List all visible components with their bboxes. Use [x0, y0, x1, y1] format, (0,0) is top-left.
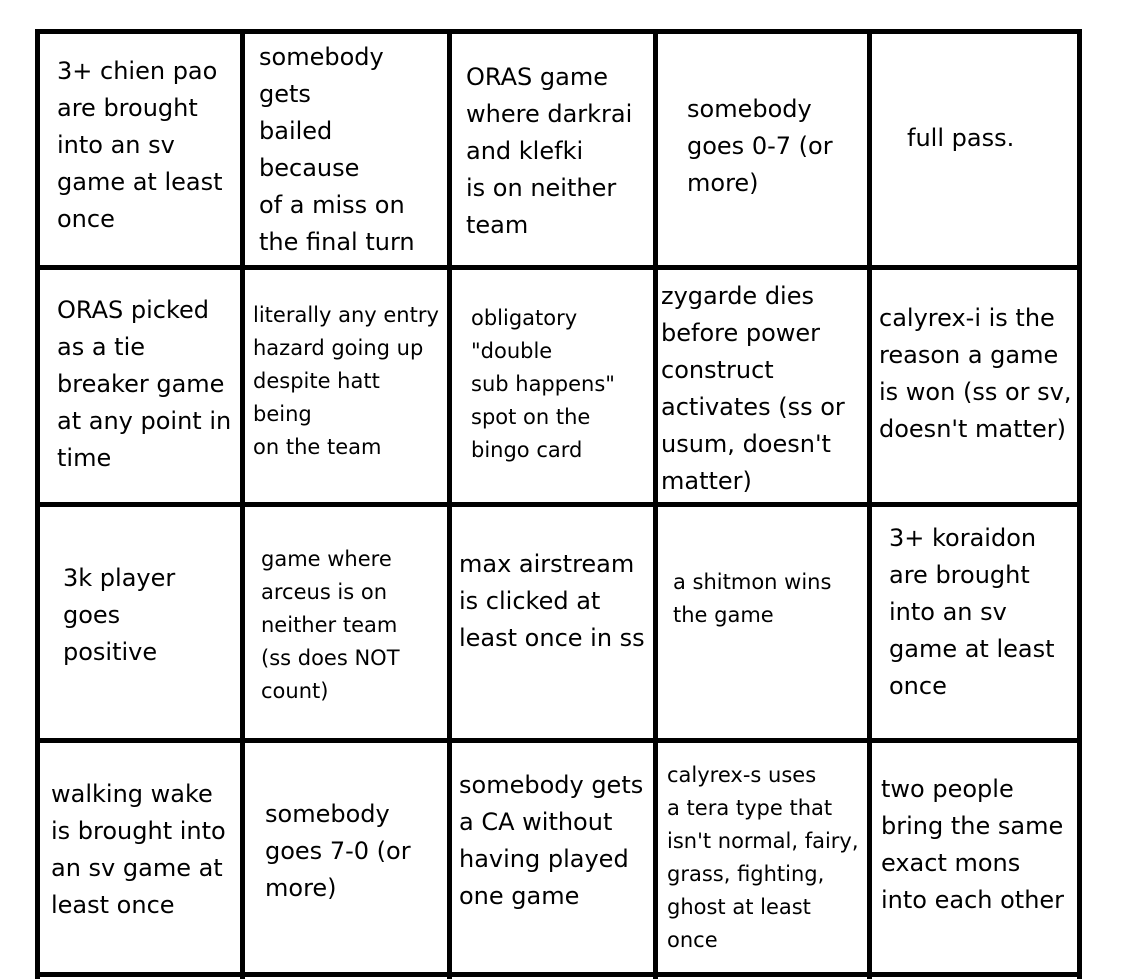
bingo-cell: calyrex-s uses a tera type that isn't normal, fairy, grass, fighting, ghost at least once: [667, 763, 859, 952]
row-divider-2: [35, 502, 1082, 507]
bingo-cell: somebody gets bailed because of a miss on the final turn: [259, 43, 415, 256]
border-right: [1077, 29, 1082, 979]
bingo-cell: obligatory "double sub happens" spot on the bingo card: [471, 306, 615, 462]
column-divider-1: [240, 29, 245, 979]
border-top: [35, 29, 1082, 34]
row-divider-3: [35, 738, 1082, 743]
bingo-cell: walking wake is brought into an sv game at least once: [51, 780, 226, 919]
bingo-cell: somebody gets a CA without having played one game: [459, 771, 644, 910]
column-divider-3: [653, 29, 658, 979]
bingo-cell: full pass.: [907, 124, 1015, 152]
column-divider-2: [447, 29, 452, 979]
bingo-cell: two people bring the same exact mons into each other: [881, 775, 1065, 914]
bingo-cell: ORAS picked as a tie breaker game at any point in time: [57, 296, 232, 472]
bingo-cell: a shitmon wins the game: [673, 570, 832, 627]
bingo-cell: max airstream is clicked at least once in ss: [459, 550, 645, 652]
row-divider-1: [35, 265, 1082, 270]
column-divider-4: [867, 29, 872, 979]
bingo-cell: calyrex-i is the reason a game is won (ss or sv, doesn't matter): [879, 304, 1072, 443]
border-left: [35, 29, 40, 979]
bingo-cell: zygarde dies before power construct activates (ss or usum, doesn't matter): [661, 282, 845, 495]
bingo-cell: literally any entry hazard going up despite hatt being on the team: [253, 303, 439, 459]
bingo-cell: game where arceus is on neither team (ss does NOT count): [261, 547, 400, 703]
bingo-cell: 3k player goes positive: [63, 564, 176, 666]
border-bottom: [35, 972, 1082, 977]
bingo-cell: 3+ koraidon are brought into an sv game at least once: [889, 524, 1055, 700]
bingo-cell: somebody goes 7-0 (or more): [265, 800, 411, 902]
bingo-cell: 3+ chien pao are brought into an sv game at least once: [57, 57, 223, 233]
bingo-cell: ORAS game where darkrai and klefki is on neither team: [466, 63, 633, 239]
bingo-cell: somebody goes 0-7 (or more): [687, 95, 833, 197]
